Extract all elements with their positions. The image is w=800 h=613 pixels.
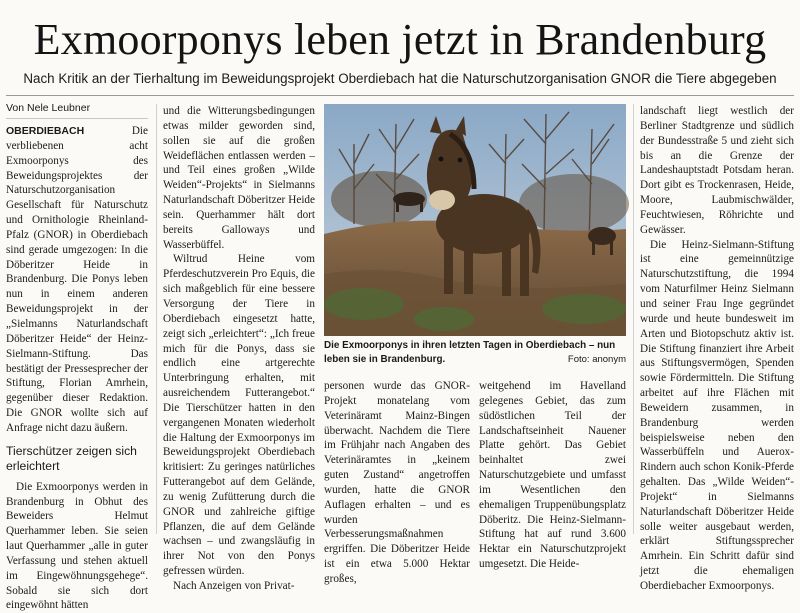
- col3-paragraph-1: personen wurde das GNOR-Projekt monatelang vom Veterinäramt Mainz-Bingen überwacht. Nachdem die Tiere im Frühjahr nach Angaben des Veterinäramtes in „keinem guten Zustand“ angetroffen wurden, hatte die GNOR Auflagen erhalten – und es wurden Verbesserungsmaßnahmen ergriffen. Die Döberitzer Heide ist ein etwa 5.000 Hektar großes,: [324, 380, 470, 585]
- pony-photo-illustration: [324, 104, 626, 336]
- photo-credit: Foto: anonym: [567, 353, 626, 365]
- col2-paragraph-2: Wiltrud Heine vom Pferdeschutzverein Pro Equis, die sich maßgeblich für eine bessere Versorgung der Tiere in Oberdiebach eingesetzt hatte, zeigt sich „erleichtert“: „Ich freue mich für die Ponys, dass sie endlich eine artgerechte Unterbringung erhalten, mit ausreichendem Futterangebot.“ Die Tierschützer hatten in den vergangenen Monaten wiederholt die Haltung der Exmoorponys im Beweidungsprojekt Oberdiebach kritisiert: Zu geringes natürliches Futterangebot auf dem Gelände, zu wenig Zufütterung durch die GNOR und zahlreiche giftige Pflanzen, die auf dem Gelände wachsen – und zwangsläufig in ihrer Not von den Ponys gefressen würden.: [163, 253, 315, 578]
- column-3: [324, 379, 470, 585]
- subheadline: Nach Kritik an der Tierhaltung im Beweidungsprojekt Oberdiebach hat die Naturschutzorganisation GNOR die Tiere abgegeben: [23, 71, 777, 86]
- col1-p1-text: Die verbliebenen acht Exmoorponys des Beweidungsprojektes der Naturschutzorganisation Gesellschaft für Naturschutz und Ornithologie Rheinland-Pfalz (GNOR) in Oberdiebach sind gerade umgezogen: In die Döberitzer Heide in Brandenburg. Die Ponys leben nun in einem anderen Beweidungsprojekt in der „Sielmanns Naturlandschaft Döberitzer Heide“ der Heinz-Sielmann-Stiftung. Das bestätigt der Pressesprecher der Stiftung, Florian Amrhein, gegenüber dieser Redaktion. Die GNOR wollte sich auf Anfrage nicht dazu äußern.: [6, 125, 148, 434]
- byline-rule: [6, 118, 148, 119]
- headline: Exmoorponys leben jetzt in Brandenburg: [33, 15, 767, 64]
- column-2: [163, 104, 315, 592]
- col5-paragraph-1: landschaft liegt westlich der Berliner Stadtgrenze und südlich der Bundesstraße 5 und zieht sich bis an die Grenze der Landeshauptstadt Potsdam heran. Dort gibt es Trockenrasen, Heide, Moore, Laubmischwälder, Feuchtwiesen, Röhrichte und Gewässer.: [640, 105, 794, 236]
- column-separator: [633, 104, 634, 534]
- column-5: [640, 104, 794, 592]
- header-rule: [6, 95, 794, 96]
- dateline: OBERDIEBACH: [6, 125, 85, 137]
- col2-paragraph-1: und die Witterungsbedingungen etwas milder geworden sind, sollen sie auf die großen Weideflächen entlassen werden – und Teil eines großen „Wilde Weiden“-Projekts“ in Sielmanns Naturlandschaft Döberitzer Heide sein. Querhammer hält dort bereits Galloways und Wasserbüffel.: [163, 105, 315, 251]
- col2-paragraph-3: Nach Anzeigen von Privat-: [173, 580, 295, 592]
- column-separator: [156, 104, 157, 534]
- col1-paragraph-2: Die Exmoorponys werden in Brandenburg in Obhut des Beweiders Helmut Querhammer leben. Sie seien laut Querhammer „alle in guter Verfassung und stehen aktuell im Eingewöhnungsgehege“. Sobald sie sich dort eingewöhnt hätten: [6, 480, 148, 612]
- photo-caption: [324, 339, 626, 366]
- pony-photo: [324, 104, 626, 336]
- col1-paragraph-1: [6, 124, 148, 436]
- col5-paragraph-2: Die Heinz-Sielmann-Stiftung ist eine gemeinnützige Naturschutzstiftung, die 1994 vom Naturfilmer Heinz Sielmann und seiner Frau Inge gegründet wurde und heute bundesweit im Arten und Biotopschutz aktiv ist. Die Stiftung finanziert ihre Arbeit aus Stiftungsvermögen, Spenden sowie Fördermitteln. Die Stiftung arbeitet auf ihre Flächen mit Beweidern zusammen, in Brandenburg werden beispielsweise neben den Wasserbüffeln und Auerox-Rindern auch schon Konik-Pferde gehalten. Das „Wilde Weiden“-Projekt“ in Sielmanns Naturlandschaft Döberitzer Heide solle weiter ausgebaut werden, erklärt Stiftungssprecher Amrhein. Ein Schritt dafür sind jetzt die ehemaligen Oberdiebacher Exmoorponys.: [640, 238, 794, 592]
- intertitle: Tierschützer zeigen sich erleichtert: [6, 443, 137, 473]
- column-1: [6, 124, 148, 612]
- caption-text: Die Exmoorponys in ihren letzten Tagen in Oberdiebach – nun leben sie in Brandenburg.: [324, 340, 616, 365]
- byline: Von Nele Leubner: [6, 102, 91, 114]
- col4-paragraph-1: weitgehend im Havelland gelegenes Gebiet, das zum südöstlichen Teil der Landschaftseinheit Nauener Platte gehört. Das Gebiet beinhaltet zwei Naturschutzgebiete und umfasst im Wesentlichen den ehemaligen Truppenübungsplatz Döberitz. Die Heinz-Sielmann-Stiftung hat auf rund 3.600 Hektar ein Naturschutzprojekt umgesetzt. Die Heide-: [479, 380, 626, 571]
- column-4: [479, 379, 626, 571]
